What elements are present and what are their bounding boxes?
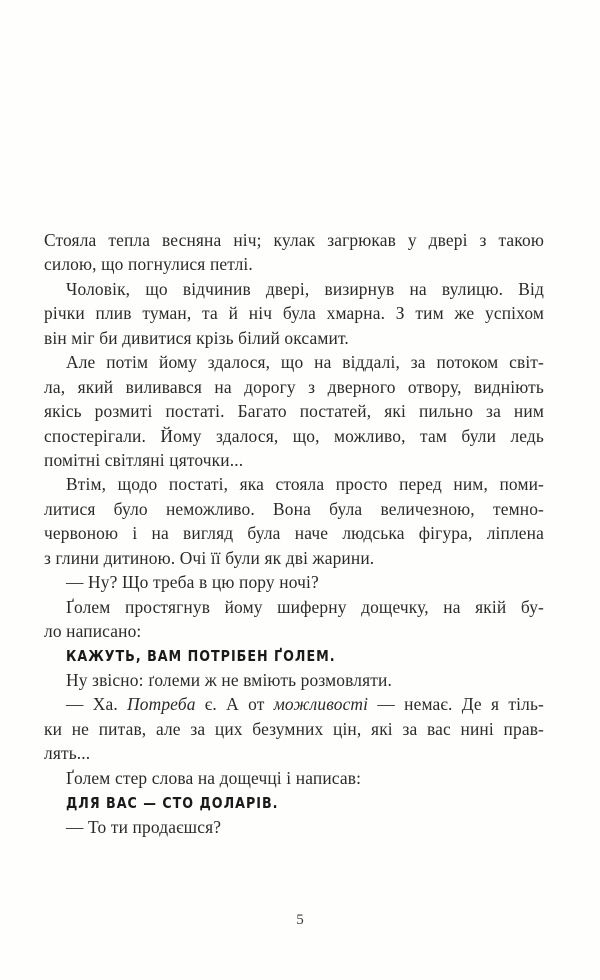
text-line: помітні світляні цяточки... <box>44 449 244 470</box>
text-segment: — немає. Де я тіль- <box>368 694 544 715</box>
text-line: Стояла тепла весняна ніч; кулак загрюкав у двері з такою <box>44 230 544 250</box>
page-number: 5 <box>296 912 304 928</box>
text-line: якісь розмиті постаті. Багато постатей, які пильно за ним <box>44 401 544 422</box>
slate-inscription <box>44 790 544 814</box>
text-segment: є. А от <box>195 694 274 715</box>
dialogue-line <box>44 692 544 716</box>
dialogue-line: — Ну? Що треба в цю пору ночі? <box>66 572 319 593</box>
italic-segment: Потреба <box>127 694 196 715</box>
italic-segment: можливості <box>273 694 369 715</box>
dialogue-line: — То ти продаєшся? <box>66 816 222 837</box>
text-line: річки плив туман, та й ніч була хмарна. З тим же успіхом <box>44 303 544 324</box>
text-line: ла, який виливався на дорогу з дверного отвору, видніють <box>44 376 544 397</box>
text-line: ло написано: <box>44 621 142 641</box>
text-line: Ґолем простягнув йому шиферну дощечку, на якій бу- <box>66 596 544 617</box>
text-line: силою, що погнулися петлі. <box>44 254 253 275</box>
slate-text: КАЖУТЬ, ВАМ ПОТРІБЕН ҐОЛЕМ. <box>66 647 336 666</box>
page-body-text <box>44 228 544 839</box>
slate-inscription <box>44 643 544 667</box>
text-line: червоною і на вигляд була наче людська фігура, ліплена <box>44 523 544 544</box>
text-line: Але потім йому здалося, що на віддалі, за потоком світ- <box>66 352 544 373</box>
text-line: з глини дитиною. Очі її були як дві жарини. <box>44 547 375 568</box>
text-line: литися було неможливо. Вона була величезною, темно- <box>44 498 544 519</box>
text-line: Ну звісно: ґолеми ж не вміють розмовляти. <box>66 669 392 690</box>
text-line: Ґолем стер слова на дощечці і написав: <box>66 767 362 788</box>
text-segment: — Ха. <box>66 694 128 715</box>
text-line: він міг би дивитися крізь білий оксамит. <box>44 327 349 348</box>
text-line: лять... <box>44 743 91 764</box>
slate-text: ДЛЯ ВАС — СТО ДОЛАРІВ. <box>66 794 279 813</box>
text-line: Чоловік, що відчинив двері, визирнув на вулицю. Від <box>66 278 544 299</box>
text-line: Втім, щодо постаті, яка стояла просто перед ним, поми- <box>66 474 544 495</box>
text-line: спостерігали. Йому здалося, що, можливо, там були ледь <box>44 425 544 446</box>
text-line: ки не питав, але за цих безумних цін, які за вас нині прав- <box>44 718 544 739</box>
